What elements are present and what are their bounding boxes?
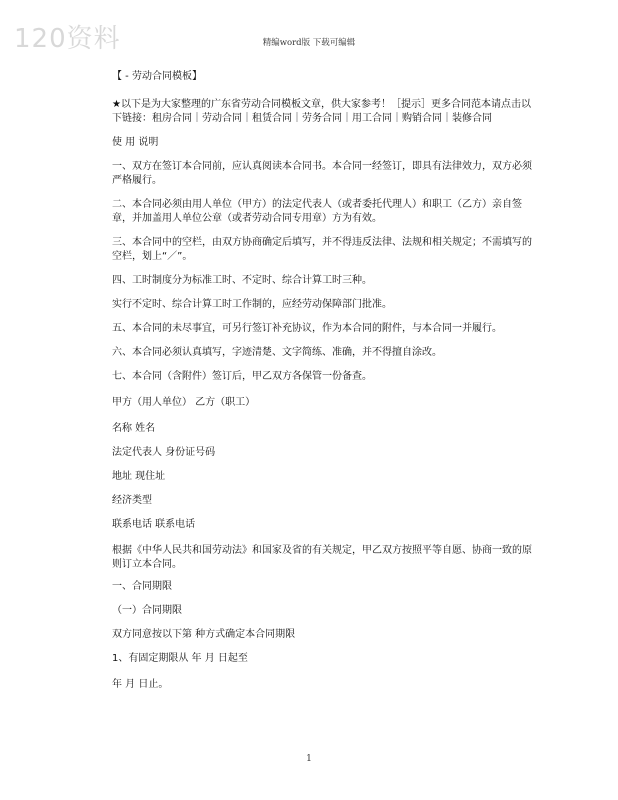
instruction-item-4: 四、工时制度分为标准工时、不定时、综合计算工时三种。 xyxy=(112,275,372,286)
intro-paragraph: ★以下是为大家整理的广东省劳动合同模板文章，供大家参考！［提示］更多合同范本请点击以下链接：租房合同｜劳动合同｜租赁合同｜劳务合同｜用工合同｜购销合同｜装修合同 xyxy=(112,99,531,124)
legal-rep-field: 法定代表人 身份证号码 xyxy=(112,447,216,458)
instruction-item-3: 三、本合同中的空栏，由双方协商确定后填写，并不得违反法律、法规和相关规定；不需填写的空栏，划上“／”。 xyxy=(112,237,532,262)
economic-type-field: 经济类型 xyxy=(112,495,152,506)
page-number: 1 xyxy=(306,754,312,764)
agreement-line: 双方同意按以下第 种方式确定本合同期限 xyxy=(112,629,296,640)
subsection-contract-term: （一）合同期限 xyxy=(112,605,182,616)
instruction-item-5: 五、本合同的未尽事宜，可另行签订补充协议，作为本合同的附件，与本合同一并履行。 xyxy=(112,323,502,334)
instruction-item-7: 七、本合同（含附件）签订后，甲乙双方各保管一份备查。 xyxy=(112,371,372,382)
fixed-term-end: 年 月 日止。 xyxy=(112,679,169,690)
instruction-item-2: 二、本合同必须由用人单位（甲方）的法定代表人（或者委托代理人）和职工（乙方）亲自签章，并加盖用人单位公章（或者劳动合同专用章）方为有效。 xyxy=(112,199,522,224)
page-header: 精编word版 下载可编辑 xyxy=(262,38,356,48)
address-field: 地址 现住址 xyxy=(112,471,166,482)
instructions-heading: 使 用 说明 xyxy=(112,137,159,148)
phone-field: 联系电话 联系电话 xyxy=(112,519,196,530)
instruction-item-6: 六、本合同必须认真填写，字迹清楚、文字简练、准确，并不得擅自涂改。 xyxy=(112,347,442,358)
basis-paragraph: 根据《中华人民共和国劳动法》和国家及省的有关规定，甲乙双方按照平等自愿、协商一致的原则订立本合同。 xyxy=(112,545,532,570)
document-title: 【 - 劳动合同模板】 xyxy=(112,71,202,82)
section-contract-term: 一、合同期限 xyxy=(112,581,172,592)
instruction-item-4b: 实行不定时、综合计算工时工作制的，应经劳动保障部门批准。 xyxy=(112,299,392,310)
party-header-field: 甲方（用人单位） 乙方（职工） xyxy=(112,397,256,408)
watermark-logo: 120资料 xyxy=(14,24,121,54)
name-field: 名称 姓名 xyxy=(112,423,156,434)
instruction-item-1: 一、双方在签订本合同前，应认真阅读本合同书。本合同一经签订，即具有法律效力，双方必须严格履行。 xyxy=(112,161,532,186)
fixed-term-option: 1、有固定期限从 年 月 日起至 xyxy=(112,653,248,664)
